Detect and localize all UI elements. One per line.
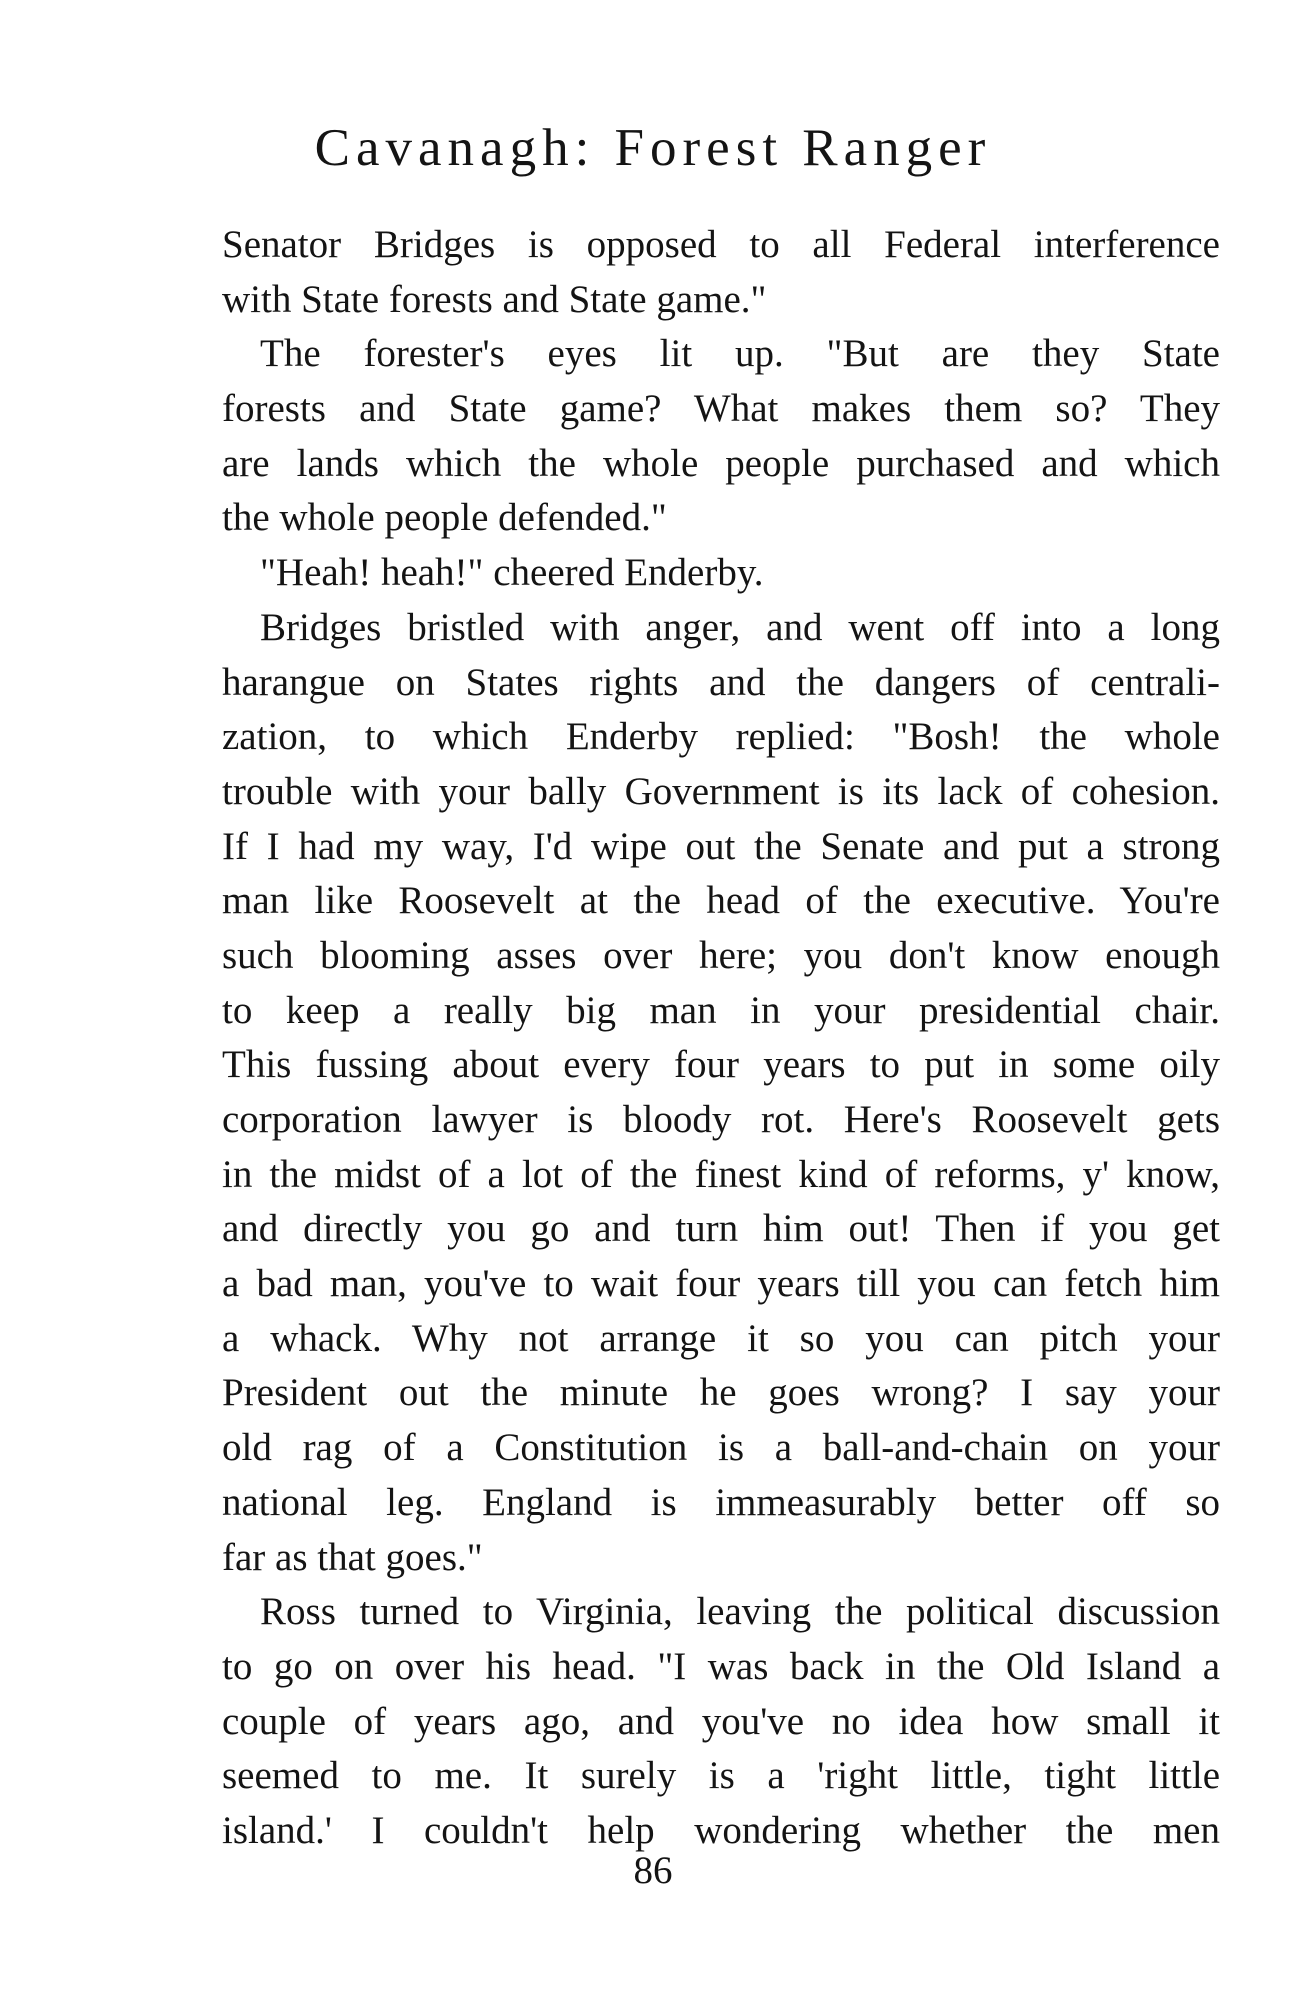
text-line: and directly you go and turn him out! Then if you get [222,1207,1220,1251]
text-line: President out the minute he goes wrong? I say your [222,1371,1220,1415]
body-text [222,218,1220,1859]
text-line: Ross turned to Virginia, leaving the political discussion [260,1590,1220,1634]
text-line: such blooming asses over here; you don't know enough [222,933,1220,977]
text-line: island.' I couldn't help wondering whether the men [222,1808,1220,1852]
text-line: "Heah! heah!" cheered Enderby. [260,551,764,595]
text-line: seemed to me. It surely is a 'right little, tight little [222,1754,1220,1798]
text-line: This fussing about every four years to put in some oily [222,1043,1220,1087]
text-line: If I had my way, I'd wipe out the Senate and put a strong [222,824,1220,868]
running-header: Cavanagh: Forest Ranger [314,119,992,177]
text-line: to keep a really big man in your presidential chair. [222,988,1220,1032]
text-line: couple of years ago, and you've no idea how small it [222,1699,1220,1743]
text-line: trouble with your bally Government is its lack of cohesion. [222,769,1220,813]
text-line: in the midst of a lot of the finest kind of reforms, y' know, [222,1152,1220,1196]
text-line: far as that goes." [222,1535,483,1579]
text-line: old rag of a Constitution is a ball-and-chain on your [222,1426,1220,1470]
text-line: the whole people defended." [222,496,667,540]
text-line: national leg. England is immeasurably better off so [222,1480,1220,1524]
page-number: 86 [633,1849,673,1892]
text-line: corporation lawyer is bloody rot. Here's Roosevelt gets [222,1098,1220,1141]
text-line: harangue on States rights and the dangers of centrali- [222,660,1220,704]
text-line: to go on over his head. "I was back in the Old Island a [222,1644,1220,1688]
text-line: a whack. Why not arrange it so you can pitch your [222,1316,1220,1360]
text-line: zation, to which Enderby replied: "Bosh! the whole [222,715,1220,759]
text-line: The forester's eyes lit up. "But are they State [260,332,1220,376]
text-line: Bridges bristled with anger, and went off into a long [260,605,1220,649]
text-line: are lands which the whole people purchased and which [222,441,1220,485]
text-line: forests and State game? What makes them so? They [222,387,1220,431]
text-line: with State forests and State game." [222,277,767,321]
text-line: a bad man, you've to wait four years till you can fetch him [222,1262,1220,1306]
text-line: man like Roosevelt at the head of the executive. You're [222,879,1220,923]
text-line: Senator Bridges is opposed to all Federal interference [222,223,1220,266]
